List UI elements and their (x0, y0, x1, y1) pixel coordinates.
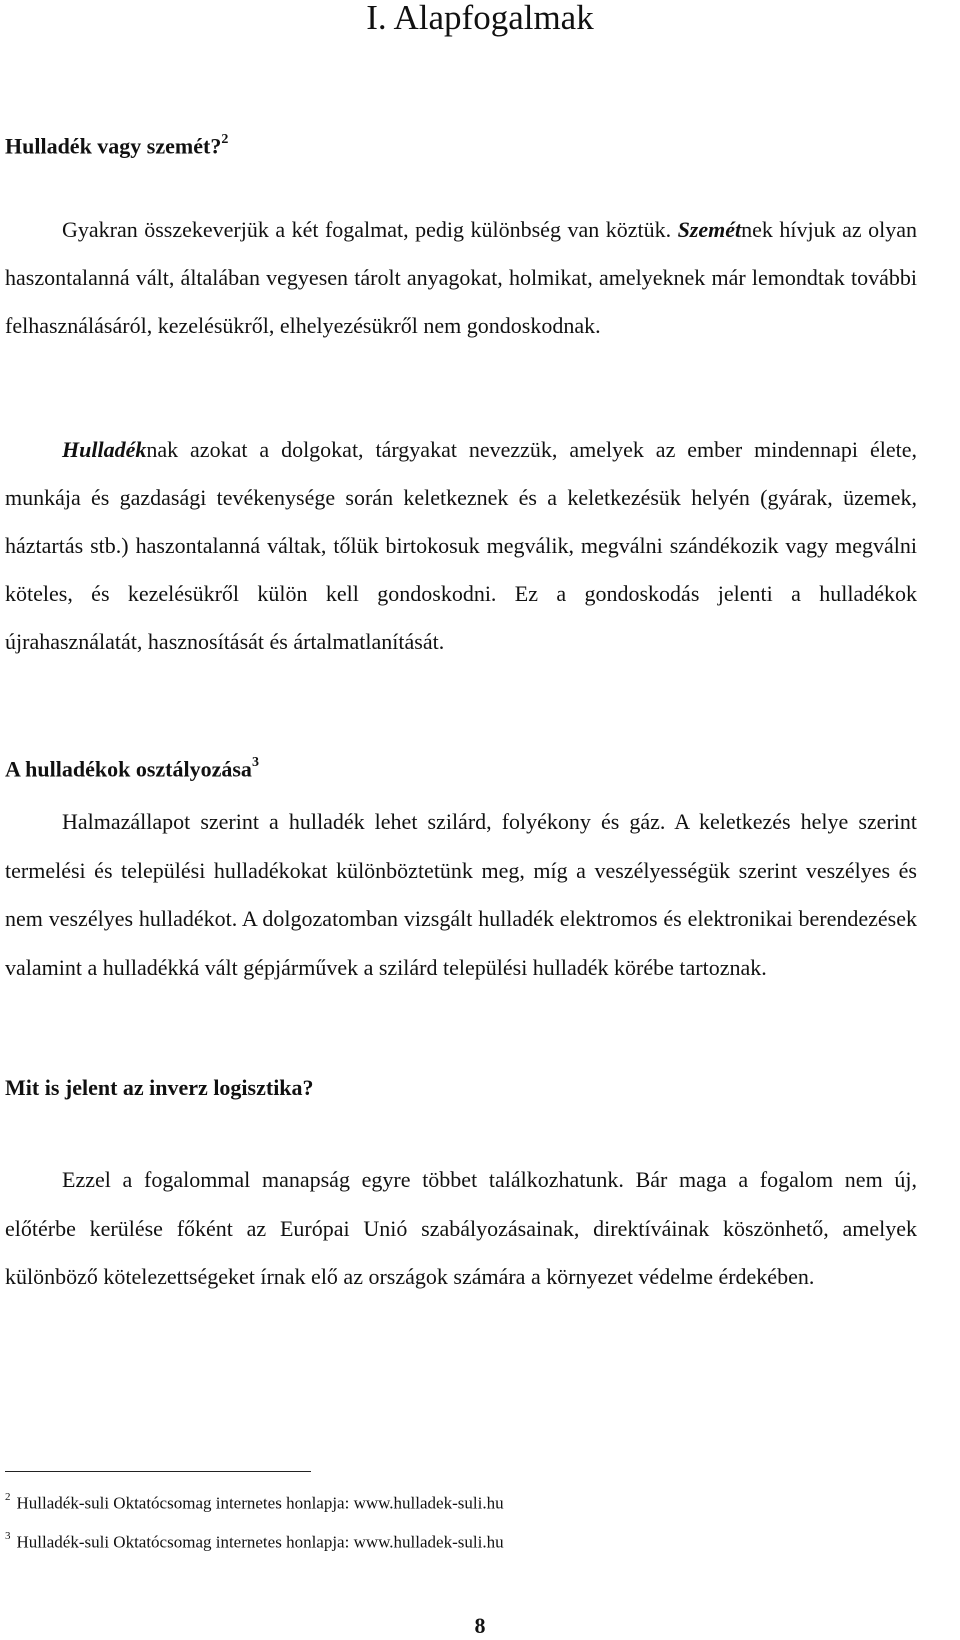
footnote-ref: 3 (251, 755, 259, 770)
section-heading-reverse-logistics (5, 1073, 314, 1103)
section-heading-classification (5, 750, 259, 784)
footnote (5, 1527, 504, 1554)
footnote-number: 2 (5, 1491, 11, 1503)
paragraph-text: Gyakran összekeverjük a két fogalmat, pedig különbség van köztük. (62, 217, 678, 242)
section-heading-text: A hulladékok osztályozása (5, 756, 252, 782)
page-number: 8 (474, 1613, 486, 1638)
paragraph-text: nak azokat a dolgokat, tárgyakat nevezzük, amelyek az ember mindennapi élete, munkája és gazdasági tevékenysége során keletkeznek és a keletkezésük helyén (gyárak, üzemek, háztartás stb.) haszontalanná váltak, tőlük birtokosuk megválik, megválni szándékozik vagy megválni köteles, és kezelésükről külön kell gondoskodni. Ez a gondoskodás jelenti a hulladékok újrahasználatát, hasznosítását és ártalmatlanítását. (5, 437, 917, 654)
footnote-number: 3 (5, 1530, 11, 1542)
emphasized-term: Hulladék (62, 437, 147, 462)
paragraph-reverse-logistics: Ezzel a fogalommal manapság egyre többet találkozhatunk. Bár maga a fogalom nem új, előtérbe kerülése főként az Európai Unió szabályozásainak, direktíváinak köszönhető, amelyek különböző kötelezettségeket írnak elő az országok számára a környezet védelme érdekében. (5, 1167, 917, 1289)
section-heading-waste-or-garbage (5, 127, 228, 161)
paragraph-text: nek hívjuk az olyan haszontalanná vált, általában vegyesen tárolt anyagokat, holmikat, amelyeknek már lemondtak további felhasználásáról, kezelésükről, elhelyezésükről nem gondoskodnak. (5, 217, 917, 338)
chapter-title: I. Alapfogalmak (366, 0, 594, 37)
footnote-text: Hulladék-suli Oktatócsomag internetes honlapja: www.hulladek-suli.hu (16, 1532, 504, 1552)
paragraph-waste-definition (5, 426, 917, 666)
emphasized-term: Szemét (677, 217, 742, 242)
section-heading-text: Mit is jelent az inverz logisztika? (5, 1075, 314, 1100)
paragraph-classification: Halmazállapot szerint a hulladék lehet szilárd, folyékony és gáz. A keletkezés helye szerint termelési és települési hulladékokat különböztetünk meg, míg a veszélyességük szerint veszélyes és nem veszélyes hulladékot. A dolgozatomban vizsgált hulladék elektromos és elektronikai berendezések valamint a hulladékká vált gépjárművek a szilárd települési hulladék körébe tartoznak. (5, 809, 917, 980)
section-heading-text: Hulladék vagy szemét? (5, 133, 222, 159)
paragraph-garbage-definition (5, 206, 917, 350)
footnote-text: Hulladék-suli Oktatócsomag internetes honlapja: www.hulladek-suli.hu (16, 1493, 504, 1513)
footnote-ref: 2 (221, 132, 229, 147)
footnote-separator (5, 1471, 311, 1472)
footnote (5, 1488, 504, 1515)
